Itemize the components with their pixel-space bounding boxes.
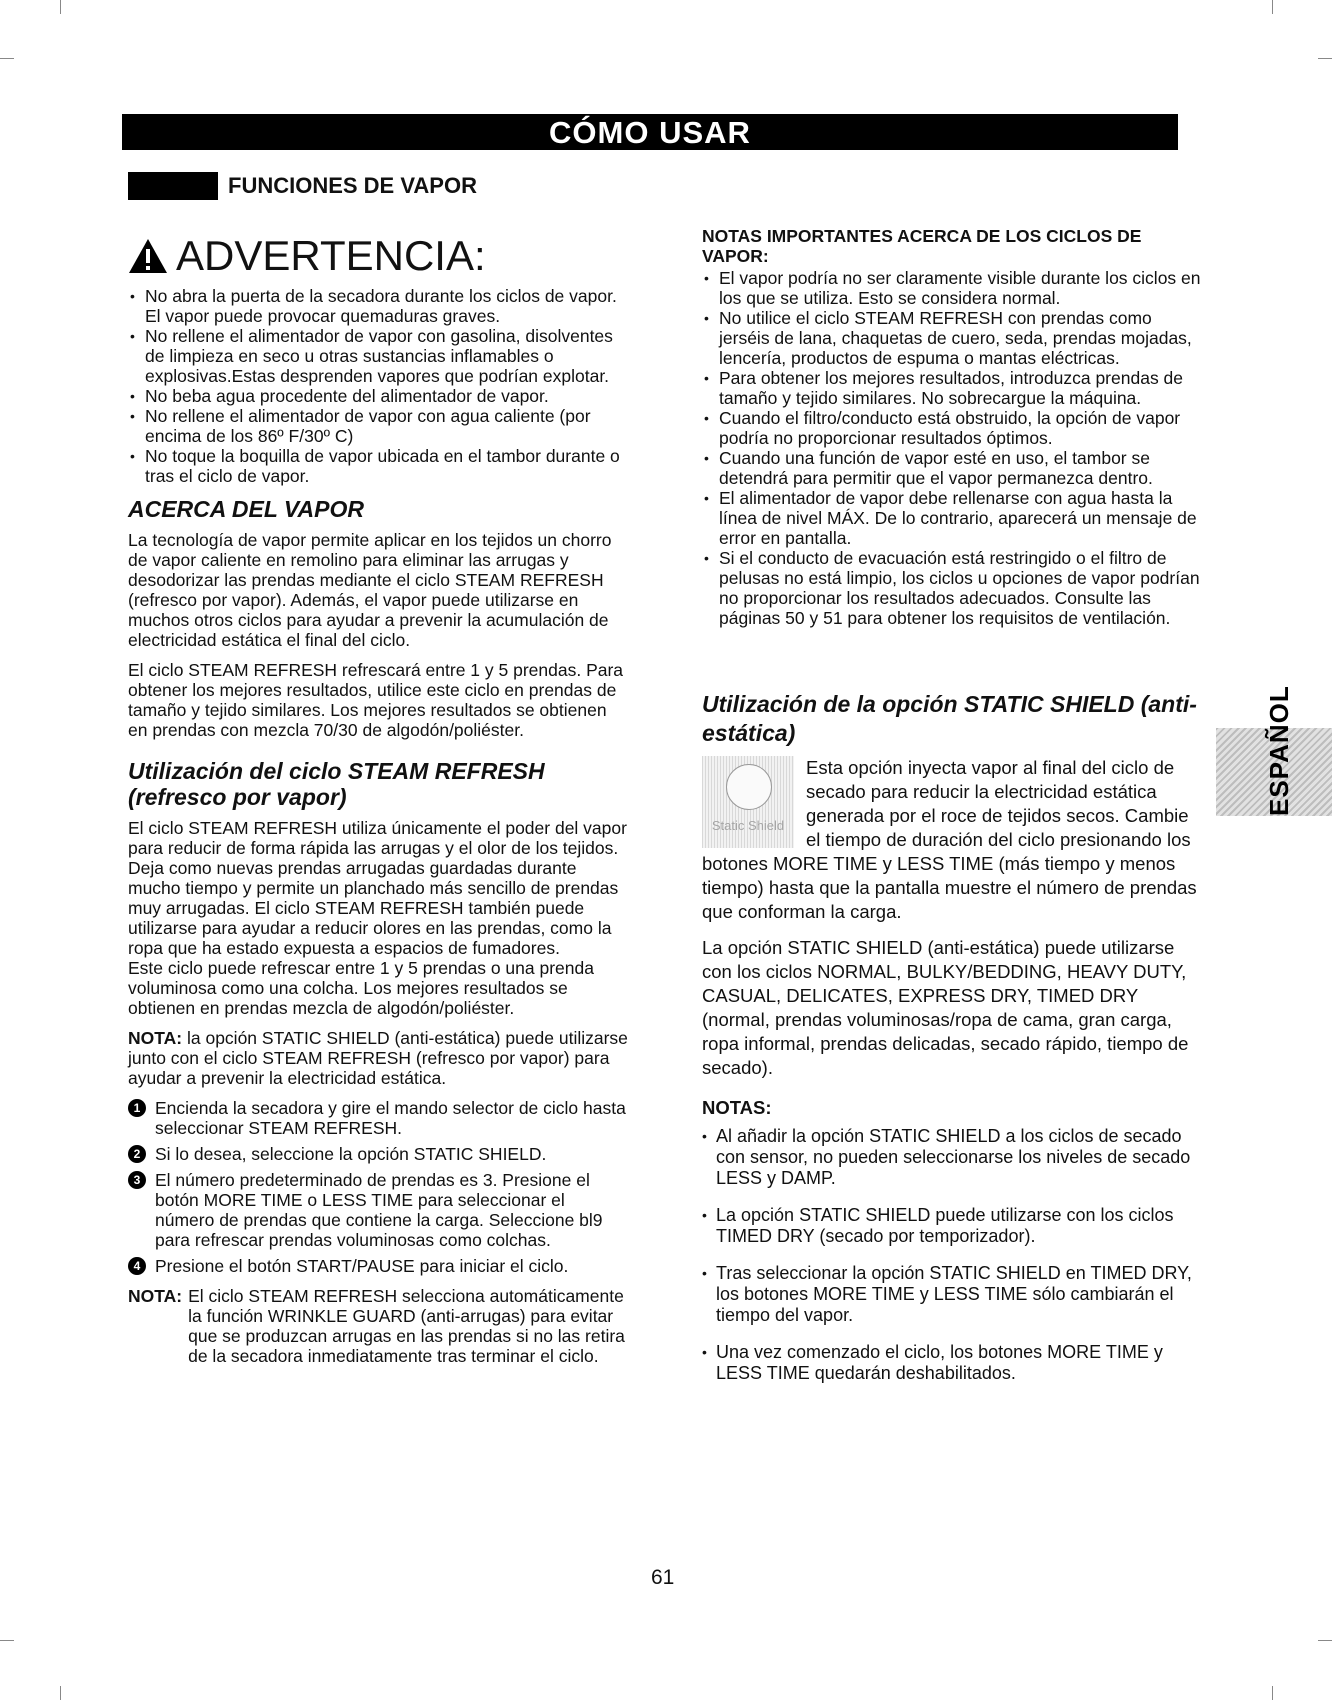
step-number: 1	[128, 1099, 146, 1117]
static-shield-title: Utilización de la opción STATIC SHIELD (anti-estática)	[702, 691, 1197, 746]
step-item	[128, 1144, 628, 1164]
static-shield-ring	[726, 764, 772, 810]
list-item: • No rellene el alimentador de vapor con gasolina, disolventes de limpieza en seco u otras sustancias inflamables o explosivas.Estas desprenden vapores que podrían explotar.	[128, 326, 628, 386]
note-text: la opción STATIC SHIELD (anti-estática) puede utilizarse junto con el ciclo STEAM REFRESH (refresco por vapor) para ayudar a prevenir la electricidad estática.	[128, 1028, 628, 1088]
list-item: • Al añadir la opción STATIC SHIELD a los ciclos de secado con sensor, no pueden seleccionarse los niveles de secado LESS y DAMP.	[702, 1126, 1202, 1189]
crop-mark	[0, 1640, 14, 1641]
crop-mark	[0, 58, 14, 59]
language-side-tab	[1216, 685, 1332, 816]
step-text: Encienda la secadora y gire el mando selector de ciclo hasta seleccionar STEAM REFRESH.	[155, 1098, 626, 1138]
steam-refresh-paragraph: Este ciclo puede refrescar entre 1 y 5 prendas o una prenda voluminosa como una colcha. Los mejores resultados se obtienen en prendas mezcla de algodón/poliéster.	[128, 958, 594, 1018]
important-notes-title: NOTAS IMPORTANTES ACERCA DE LOS CICLOS DE VAPOR:	[702, 226, 1142, 266]
section-heading	[128, 172, 477, 202]
step-number: 4	[128, 1257, 146, 1275]
language-label: ESPAÑOL	[1264, 685, 1294, 816]
static-shield-notes-list	[702, 1126, 1202, 1384]
left-column	[128, 232, 628, 1366]
crop-mark	[1318, 1640, 1332, 1641]
step-number: 3	[128, 1171, 146, 1189]
section-title: FUNCIONES DE VAPOR	[228, 173, 477, 198]
step-item	[128, 1170, 628, 1250]
list-item: • No utilice el ciclo STEAM REFRESH con prendas como jerséis de lana, chaquetas de cuero, seda, prendas mojadas, lencería, productos de espuma o mantas eléctricas.	[702, 308, 1202, 368]
list-item: • Una vez comenzado el ciclo, los botones MORE TIME y LESS TIME quedarán deshabilitados.	[702, 1342, 1202, 1384]
steam-refresh-note	[128, 1028, 628, 1088]
step-item	[128, 1098, 628, 1138]
crop-mark	[1272, 1686, 1273, 1700]
steam-refresh-title: Utilización del ciclo STEAM REFRESH (refresco por vapor)	[128, 758, 545, 810]
list-item: • No toque la boquilla de vapor ubicada en el tambor durante o tras el ciclo de vapor.	[128, 446, 628, 486]
list-item: • No beba agua procedente del alimentador de vapor.	[128, 386, 628, 406]
steps-list	[128, 1098, 628, 1276]
section-marker	[128, 172, 218, 200]
list-item: • La opción STATIC SHIELD puede utilizarse con los ciclos TIMED DRY (secado por temporizador).	[702, 1205, 1202, 1247]
about-steam-title: ACERCA DEL VAPOR	[128, 496, 364, 522]
about-steam-paragraph: El ciclo STEAM REFRESH refrescará entre 1 y 5 prendas. Para obtener los mejores resultados, utilice este ciclo en prendas de tamaño y tejido similares. Los mejores resultados se obtienen en prendas con mezcla 70/30 de algodón/poliéster.	[128, 660, 624, 740]
warning-heading	[128, 232, 628, 280]
warning-list	[128, 286, 628, 486]
header-bar	[122, 114, 1178, 150]
about-steam-paragraph: La tecnología de vapor permite aplicar en los tejidos un chorro de vapor caliente en remolino para eliminar las arrugas y desodorizar las prendas mediante el ciclo STEAM REFRESH (refresco por vapor). Además, el vapor puede utilizarse en muchos otros ciclos para ayudar a prevenir la acumulación de electricidad estática el final del ciclo.	[128, 530, 612, 650]
list-item: • Cuando el filtro/conducto está obstruido, la opción de vapor podría no proporcionar resultados óptimos.	[702, 408, 1202, 448]
list-item: • No abra la puerta de la secadora durante los ciclos de vapor. El vapor puede provocar quemaduras graves.	[128, 286, 628, 326]
step-number: 2	[128, 1145, 146, 1163]
list-item: • Si el conducto de evacuación está restringido o el filtro de pelusas no está limpio, los ciclos u opciones de vapor podrían no proporcionar los resultados adecuados. Consulte las páginas 50 y 51 para obtener los requisitos de ventilación.	[702, 548, 1202, 628]
step-text: Si lo desea, seleccione la opción STATIC SHIELD.	[155, 1144, 547, 1164]
list-item: • El vapor podría no ser claramente visible durante los ciclos en los que se utiliza. Esto se considera normal.	[702, 268, 1202, 308]
static-shield-icon-label: Static Shield	[711, 818, 785, 833]
step-text: El número predeterminado de prendas es 3. Presione el botón MORE TIME o LESS TIME para seleccionar el número de prendas que contiene la carga. Seleccione bl9 para refrescar prendas voluminosas como colchas.	[155, 1170, 603, 1250]
list-item: • No rellene el alimentador de vapor con agua caliente (por encima de los 86º F/30º C)	[128, 406, 628, 446]
static-shield-section	[702, 756, 1202, 1080]
warning-title: ADVERTENCIA:	[176, 232, 486, 279]
crop-mark	[60, 1686, 61, 1700]
list-item: • Para obtener los mejores resultados, introduzca prendas de tamaño y tejido similares. No sobrecargue la máquina.	[702, 368, 1202, 408]
page-number: 61	[651, 1566, 675, 1589]
crop-mark	[60, 0, 61, 14]
note-label: NOTA:	[128, 1028, 183, 1048]
header-title: CÓMO USAR	[549, 115, 751, 150]
step-text: Presione el botón START/PAUSE para iniciar el ciclo.	[155, 1256, 569, 1276]
list-item: • Tras seleccionar la opción STATIC SHIELD en TIMED DRY, los botones MORE TIME y LESS TIME sólo cambiarán el tiempo del vapor.	[702, 1263, 1202, 1326]
notes-title: NOTAS:	[702, 1097, 772, 1118]
static-shield-paragraph: Esta opción inyecta vapor al final del ciclo de secado para reducir la electricidad estática generada por el roce de tejidos secos. Cambie el tiempo de duración del ciclo presionando los botones MORE TIME y LESS TIME (más tiempo y menos tiempo) hasta que la pantalla muestre el número de prendas que conforman la carga.	[702, 757, 1197, 922]
list-item: • El alimentador de vapor debe rellenarse con agua hasta la línea de nivel MÁX. De lo contrario, aparecerá un mensaje de error en pantalla.	[702, 488, 1202, 548]
static-shield-paragraph: La opción STATIC SHIELD (anti-estática) puede utilizarse con los ciclos NORMAL, BULKY/BEDDING, HEAVY DUTY, CASUAL, DELICATES, EXPRESS DRY, TIMED DRY (normal, prendas voluminosas/ropa de cama, gran carga, ropa informal, prendas delicadas, secado rápido, tiempo de secado).	[702, 937, 1189, 1078]
note-text: El ciclo STEAM REFRESH selecciona automáticamente la función WRINKLE GUARD (anti-arrugas) para evitar que se produzcan arrugas en las prendas si no las retira de la secadora inmediatamente tras terminar el ciclo.	[188, 1286, 625, 1366]
right-column	[702, 226, 1202, 1400]
note-label: NOTA:	[128, 1286, 183, 1306]
important-notes-list	[702, 268, 1202, 628]
static-shield-icon	[702, 756, 794, 848]
wrinkle-guard-note	[128, 1286, 628, 1366]
warning-triangle-icon	[128, 238, 168, 274]
crop-mark	[1318, 58, 1332, 59]
crop-mark	[1272, 0, 1273, 14]
step-item	[128, 1256, 628, 1276]
list-item: • Cuando una función de vapor esté en uso, el tambor se detendrá para permitir que el vapor permanezca dentro.	[702, 448, 1202, 488]
steam-refresh-paragraph: El ciclo STEAM REFRESH utiliza únicamente el poder del vapor para reducir de forma rápida las arrugas y el olor de los tejidos. Deja como nuevas prendas arrugadas guardadas durante mucho tiempo y permite un planchado más sencillo de prendas muy arrugadas. El ciclo STEAM REFRESH también puede utilizarse para ayudar a reducir olores en las prendas, como la ropa que ha estado expuesta a espacios de fumadores.	[128, 818, 627, 958]
